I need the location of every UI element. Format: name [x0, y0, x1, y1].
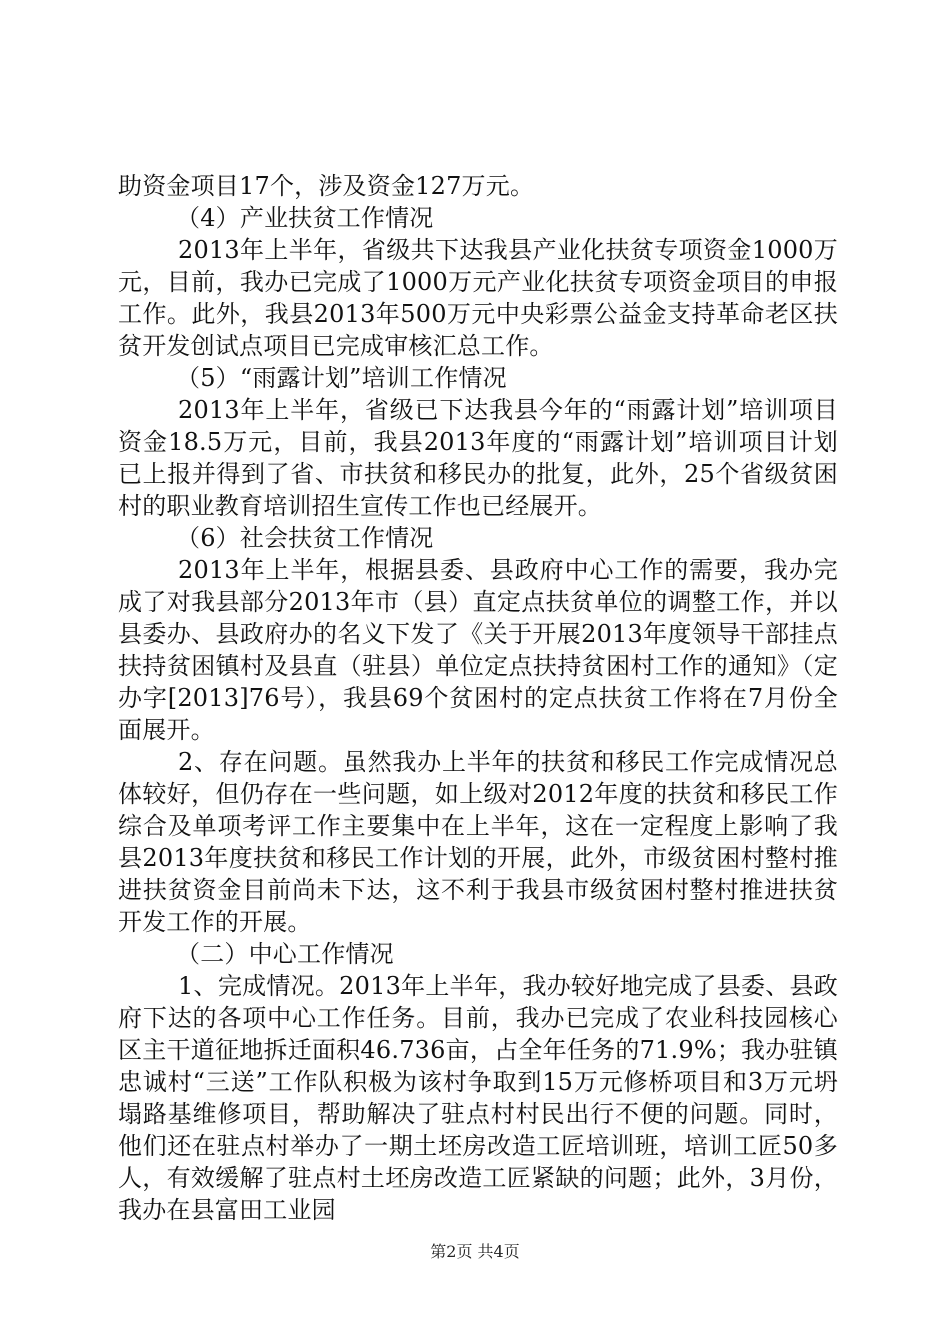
document-body: [118, 170, 838, 1226]
paragraph-existing-problems: 2、存在问题。虽然我办上半年的扶贫和移民工作完成情况总体较好，但仍存在一些问题，如上级对2012年度的扶贫和移民工作综合及单项考评工作主要集中在上半年，这在一定程度上影响了我县2013年度扶贫和移民工作计划的开展，此外，市级贫困村整村推进扶贫资金目前尚未下达，这不利于我县市级贫困村整村推进扶贫开发工作的开展。: [118, 748, 838, 936]
page-footer: 第2页 共4页: [430, 1242, 520, 1261]
paragraph-central-work-completion: 1、完成情况。2013年上半年，我办较好地完成了县委、县政府下达的各项中心工作任务。目前，我办已完成了农业科技园核心区主干道征地拆迁面积46.736亩，占全年任务的71.9%；我办驻镇忠诚村“三送”工作队积极为该村争取到15万元修桥项目和3万元坍塌路基维修项目，帮助解决了驻点村村民出行不便的问题。同时，他们还在驻点村举办了一期土坯房改造工匠培训班，培训工匠50多人，有效缓解了驻点村土坯房改造工匠紧缺的问题；此外，3月份，我办在县富田工业园: [118, 972, 838, 1224]
section-heading-yulu-plan: （5）“雨露计划”培训工作情况: [176, 364, 507, 392]
section-heading-social-poverty-relief: （6）社会扶贫工作情况: [176, 524, 434, 552]
paragraph-industry-poverty-relief: 2013年上半年，省级共下达我县产业化扶贫专项资金1000万元，目前，我办已完成了1000万元产业化扶贫专项资金项目的申报工作。此外，我县2013年500万元中央彩票公益金支持革命老区扶贫开发创试点项目已完成审核汇总工作。: [118, 236, 838, 360]
paragraph-continuation: 助资金项目17个，涉及资金127万元。: [118, 172, 535, 200]
section-heading-central-work: （二）中心工作情况: [176, 940, 394, 968]
paragraph-yulu-plan: 2013年上半年，省级已下达我县今年的“雨露计划”培训项目资金18.5万元，目前，我县2013年度的“雨露计划”培训项目计划已上报并得到了省、市扶贫和移民办的批复，此外，25个省级贫困村的职业教育培训招生宣传工作也已经展开。: [118, 396, 838, 520]
paragraph-social-poverty-relief: 2013年上半年，根据县委、县政府中心工作的需要，我办完成了对我县部分2013年市（县）直定点扶贫单位的调整工作，并以县委办、县政府办的名义下发了《关于开展2013年度领导干部挂点扶持贫困镇村及县直（驻县）单位定点扶持贫困村工作的通知》（定办字[2013]76号），我县69个贫困村的定点扶贫工作将在7月份全面展开。: [118, 556, 838, 744]
section-heading-industry-poverty-relief: （4）产业扶贫工作情况: [176, 204, 434, 232]
